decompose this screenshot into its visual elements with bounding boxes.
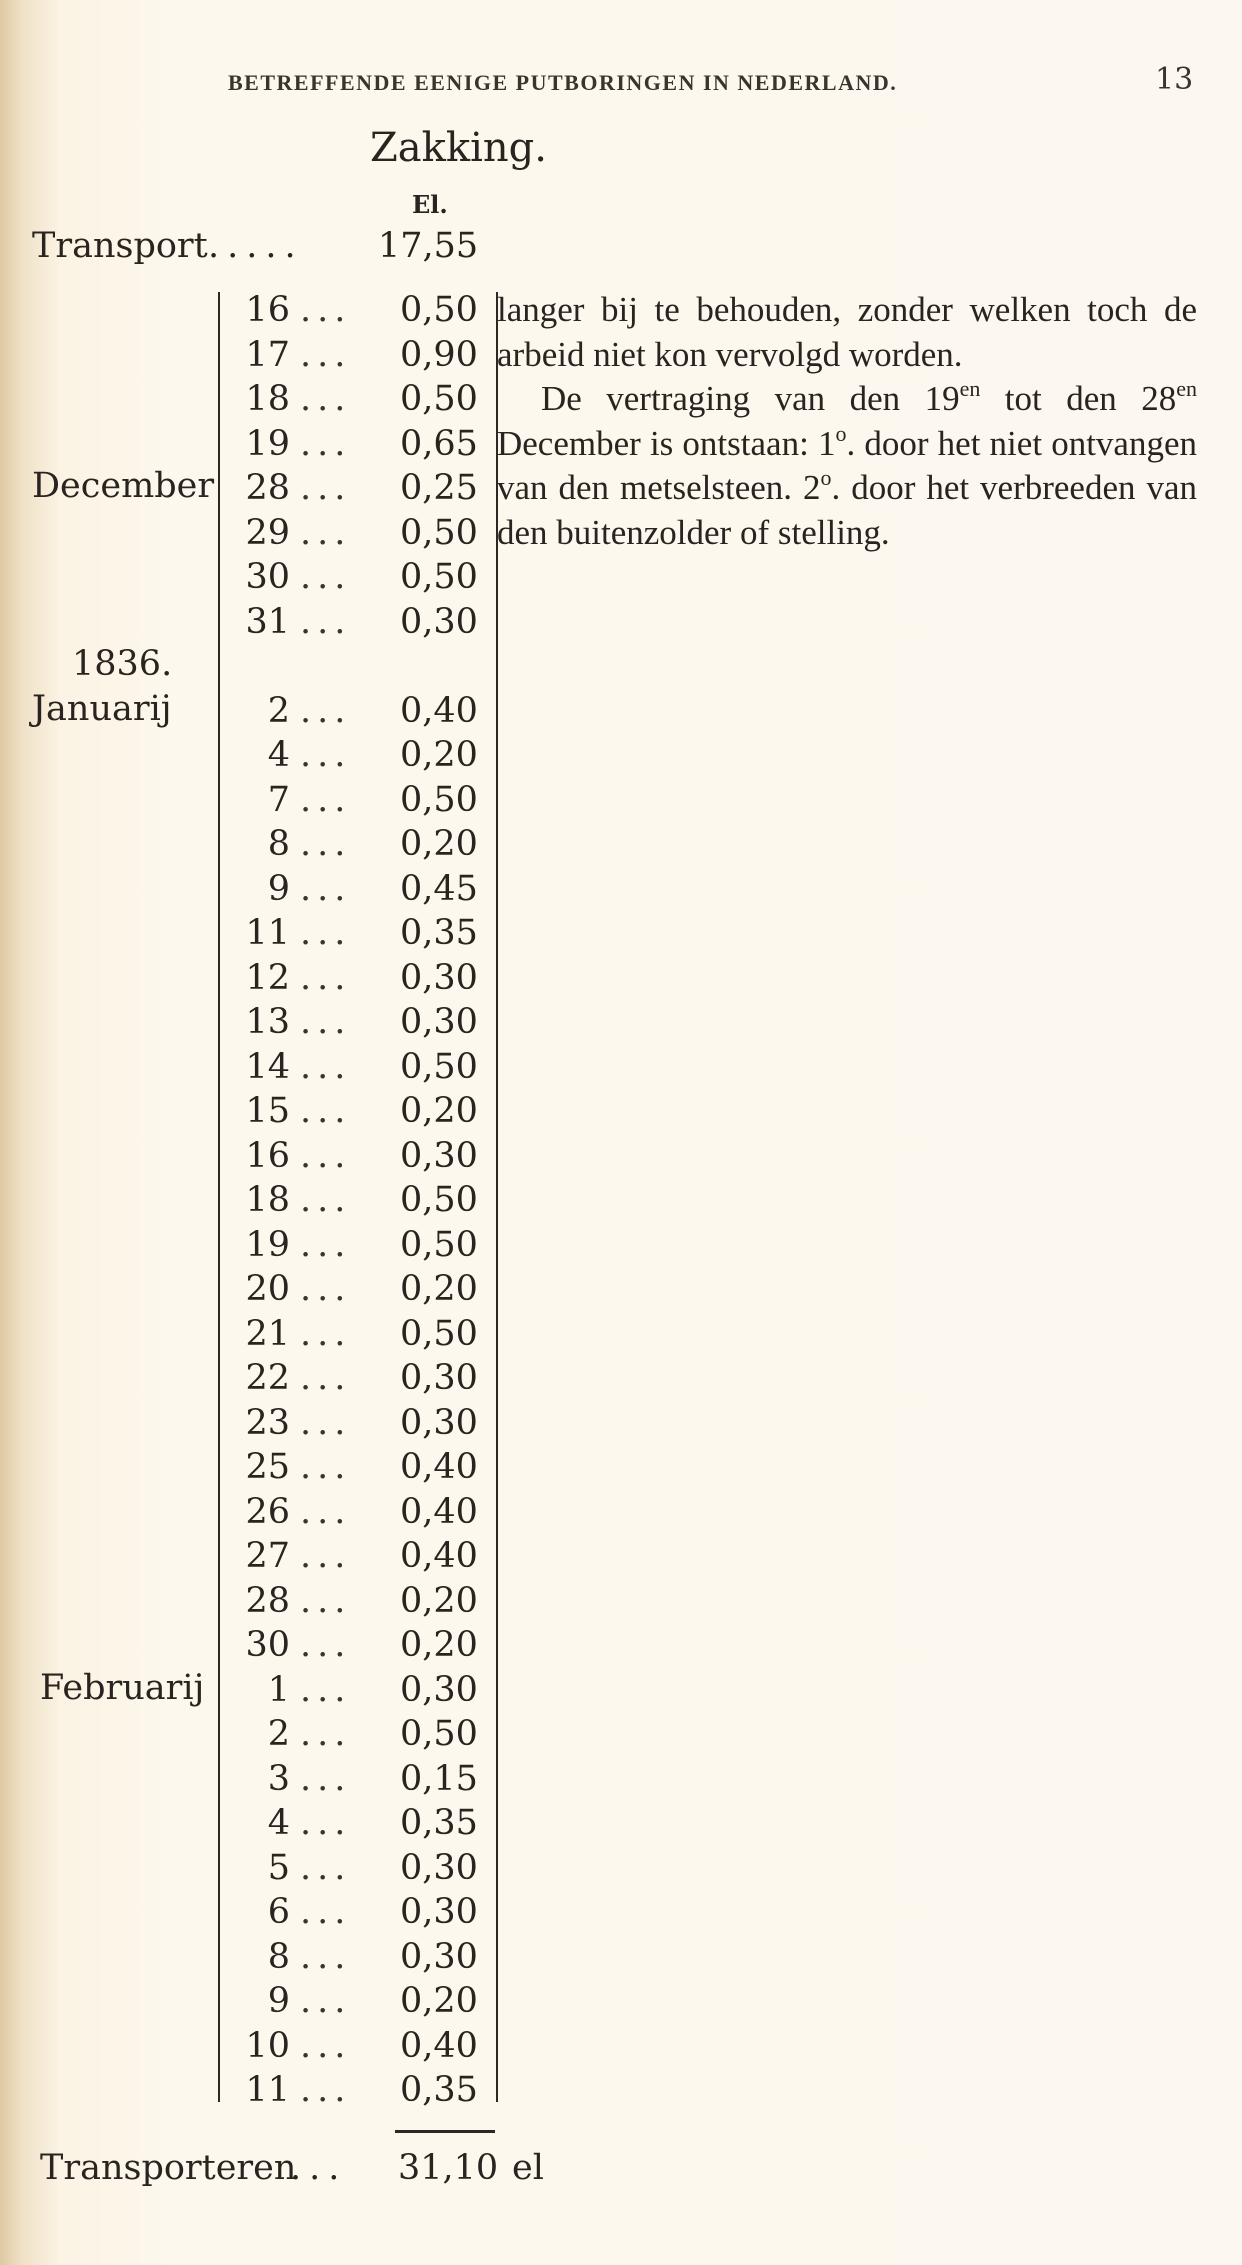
leader-dots: ...: [300, 2070, 352, 2110]
table-row: [232, 1712, 492, 1756]
settlement-value: 0,30: [400, 1669, 478, 1710]
leader-dots: ...: [300, 1758, 352, 1799]
table-row: [232, 1223, 492, 1267]
settlement-value: 0,40: [400, 1536, 478, 1576]
table-row: [232, 689, 492, 733]
table-row: [232, 867, 492, 911]
table-row: [232, 1801, 492, 1845]
settlement-value: 0,40: [400, 2025, 478, 2066]
day-cell: 16: [245, 1135, 290, 1176]
settlement-value: 0,35: [400, 1803, 478, 1843]
settlement-value: 0,45: [400, 868, 478, 909]
table-row: [232, 1668, 492, 1712]
day-cell: 14: [245, 1046, 290, 1087]
day-cell: 13: [245, 1002, 290, 1042]
settlement-value: 0,20: [400, 1580, 478, 1621]
table-row: [232, 1267, 492, 1311]
leader-dots: ...: [300, 1180, 352, 1220]
leader-dots: ...: [300, 1981, 352, 2021]
day-cell: 9: [267, 868, 290, 909]
day-cell: 29: [245, 512, 290, 553]
total-unit: el: [512, 2148, 544, 2188]
table-row: [232, 377, 492, 421]
leader-dots: ...: [300, 557, 352, 597]
settlement-value: 0,50: [400, 779, 478, 820]
day-cell: 2: [267, 690, 290, 731]
settlement-value: 0,50: [400, 379, 478, 419]
settlement-value: 0,20: [400, 824, 478, 864]
leader-dots: ...: [300, 913, 352, 953]
leader-dots: ...: [300, 690, 352, 731]
leader-dots: ...: [300, 1135, 352, 1176]
settlement-value: 0,30: [400, 1002, 478, 1042]
table-row: [232, 822, 492, 866]
day-cell: 30: [245, 557, 290, 597]
leader-dots: ...: [300, 290, 352, 330]
day-cell: 4: [267, 735, 290, 775]
settlement-value: 0,50: [400, 1714, 478, 1754]
table-row: [232, 778, 492, 822]
transport-dots: .....: [208, 226, 304, 266]
leader-dots: ...: [300, 1669, 352, 1710]
leader-dots: ...: [300, 1580, 352, 1621]
day-cell: 17: [245, 334, 290, 375]
settlement-value: 0,40: [400, 1491, 478, 1532]
table-row: [232, 1178, 492, 1222]
table-row: [232, 333, 492, 377]
day-cell: 9: [267, 1981, 290, 2021]
settlement-value: 0,30: [400, 1936, 478, 1977]
note-paragraph-2: De vertraging van den $19^{en}$ tot den $28^{en}$ December is ontstaan: 1$^o$. door het niet ontvangen van den metselsteen. 2$^o$. door het verbreeden van den buitenzolder of stelling.: [497, 376, 1197, 552]
leader-dots: ...: [300, 1358, 352, 1398]
leader-dots: ...: [300, 379, 352, 419]
table-row: [232, 1312, 492, 1356]
leader-dots: ...: [300, 2025, 352, 2066]
table-row: [232, 1579, 492, 1623]
day-cell: 31: [245, 601, 290, 642]
table-row: [232, 422, 492, 466]
leader-dots: ...: [300, 512, 352, 553]
table-row: [232, 1045, 492, 1089]
leader-dots: ...: [300, 1847, 352, 1888]
leader-dots: ...: [300, 1046, 352, 1087]
leader-dots: ...: [300, 1313, 352, 1354]
leader-dots: ...: [300, 334, 352, 375]
table-row: [232, 911, 492, 955]
table-row: [232, 956, 492, 1000]
day-cell: 25: [245, 1447, 290, 1487]
table-row: [232, 600, 492, 644]
day-cell: 26: [245, 1491, 290, 1532]
settlement-value: 0,30: [400, 957, 478, 998]
settlement-value: 0,50: [400, 512, 478, 553]
settlement-value: 0,50: [400, 557, 478, 597]
leader-dots: ...: [300, 1002, 352, 1042]
transport-value: 17,55: [378, 226, 479, 266]
leader-dots: ...: [300, 1402, 352, 1443]
total-value: 31,10: [398, 2148, 499, 2188]
day-cell: 3: [267, 1758, 290, 1799]
table-row: [232, 733, 492, 777]
settlement-value: 0,20: [400, 1981, 478, 2021]
day-cell: 1: [267, 1669, 290, 1710]
day-cell: 28: [245, 468, 290, 508]
settlement-value: 0,50: [400, 1313, 478, 1354]
table-row: [232, 2024, 492, 2068]
table-row: [232, 2068, 492, 2112]
table-row: [232, 288, 492, 332]
leader-dots: ...: [300, 735, 352, 775]
settlement-value: 0,30: [400, 1358, 478, 1398]
page-number: 13: [1155, 62, 1194, 97]
table-right-rule: [496, 292, 498, 2102]
settlement-value: 0,50: [400, 290, 478, 330]
total-rule: [395, 2130, 495, 2133]
table-row: [232, 1089, 492, 1133]
day-cell: 22: [245, 1358, 290, 1398]
settlement-value: 0,35: [400, 2070, 478, 2110]
day-cell: 18: [245, 379, 290, 419]
transport-label: Transport: [32, 226, 208, 266]
table-row: [232, 1445, 492, 1489]
day-cell: 10: [245, 2025, 290, 2066]
day-cell: 23: [245, 1402, 290, 1443]
day-cell: 27: [245, 1536, 290, 1576]
day-cell: 12: [245, 957, 290, 998]
table-row: [232, 466, 492, 510]
leader-dots: ...: [300, 1269, 352, 1309]
settlement-value: 0,30: [400, 1402, 478, 1443]
day-cell: 2: [267, 1714, 290, 1754]
settlement-value: 0,20: [400, 1091, 478, 1131]
table-row: [232, 1757, 492, 1801]
settlement-value: 0,65: [400, 423, 478, 464]
table-row: [232, 1401, 492, 1445]
leader-dots: ...: [300, 601, 352, 642]
note-line-1: langer bij te behouden, zonder welken toch de arbeid niet kon vervolgd worden.: [497, 290, 1197, 374]
leader-dots: ...: [300, 1936, 352, 1977]
day-cell: 19: [245, 423, 290, 464]
leader-dots: ...: [300, 1892, 352, 1932]
settlement-value: 0,50: [400, 1224, 478, 1265]
leader-dots: ...: [300, 1491, 352, 1532]
leader-dots: ...: [300, 423, 352, 464]
settlement-value: 0,40: [400, 1447, 478, 1487]
leader-dots: ...: [300, 779, 352, 820]
day-cell: 5: [267, 1847, 290, 1888]
day-cell: 6: [267, 1892, 290, 1932]
leader-dots: ...: [300, 1447, 352, 1487]
month-label: Februarij: [40, 1667, 205, 1708]
day-cell: 28: [245, 1580, 290, 1621]
month-label: December: [32, 466, 215, 506]
total-dots: ...: [290, 2148, 348, 2188]
settlement-value: 0,50: [400, 1180, 478, 1220]
table-row: [232, 1534, 492, 1578]
day-cell: 21: [245, 1313, 290, 1354]
day-cell: 7: [267, 779, 290, 820]
day-cell: 15: [245, 1091, 290, 1131]
settlement-value: 0,30: [400, 1135, 478, 1176]
table-left-rule: [218, 292, 220, 2102]
table-row: [232, 1979, 492, 2023]
settlement-value: 0,40: [400, 690, 478, 731]
year-label: 1836.: [72, 644, 173, 684]
leader-dots: ...: [300, 957, 352, 998]
table-row: [232, 1000, 492, 1044]
leader-dots: ...: [300, 1625, 352, 1665]
table-row: [232, 511, 492, 555]
leader-dots: ...: [300, 1224, 352, 1265]
table-row: [232, 1890, 492, 1934]
table-row: [232, 1356, 492, 1400]
settlement-value: 0,50: [400, 1046, 478, 1087]
day-cell: 8: [267, 824, 290, 864]
leader-dots: ...: [300, 868, 352, 909]
leader-dots: ...: [300, 1536, 352, 1576]
settlement-value: 0,30: [400, 1847, 478, 1888]
side-note: [497, 288, 1197, 555]
day-cell: 19: [245, 1224, 290, 1265]
day-cell: 4: [267, 1803, 290, 1843]
day-cell: 8: [267, 1936, 290, 1977]
settlement-value: 0,20: [400, 1269, 478, 1309]
day-cell: 16: [245, 290, 290, 330]
leader-dots: ...: [300, 1714, 352, 1754]
day-cell: 11: [245, 913, 290, 953]
month-label: Januarij: [32, 688, 172, 729]
leader-dots: ...: [300, 1091, 352, 1131]
settlement-value: 0,25: [400, 468, 478, 508]
table-row: [232, 1623, 492, 1667]
leader-dots: ...: [300, 468, 352, 508]
day-cell: 30: [245, 1625, 290, 1665]
settlement-value: 0,20: [400, 1625, 478, 1665]
settlement-value: 0,30: [400, 1892, 478, 1932]
leader-dots: ...: [300, 824, 352, 864]
table-row: [232, 1846, 492, 1890]
day-cell: 11: [245, 2070, 290, 2110]
settlement-value: 0,90: [400, 334, 478, 375]
running-title: BETREFFENDE EENIGE PUTBORINGEN IN NEDERLAND.: [228, 70, 898, 95]
day-cell: 20: [245, 1269, 290, 1309]
column-title: Zakking.: [370, 125, 547, 171]
day-cell: 18: [245, 1180, 290, 1220]
table-row: [232, 1935, 492, 1979]
table-row: [232, 1134, 492, 1178]
table-row: [232, 555, 492, 599]
leader-dots: ...: [300, 1803, 352, 1843]
total-label: Transporteren: [40, 2148, 297, 2188]
settlement-value: 0,15: [400, 1758, 478, 1799]
column-unit: El.: [412, 190, 448, 219]
settlement-value: 0,30: [400, 601, 478, 642]
settlement-value: 0,35: [400, 913, 478, 953]
table-row: [232, 1490, 492, 1534]
settlement-value: 0,20: [400, 735, 478, 775]
